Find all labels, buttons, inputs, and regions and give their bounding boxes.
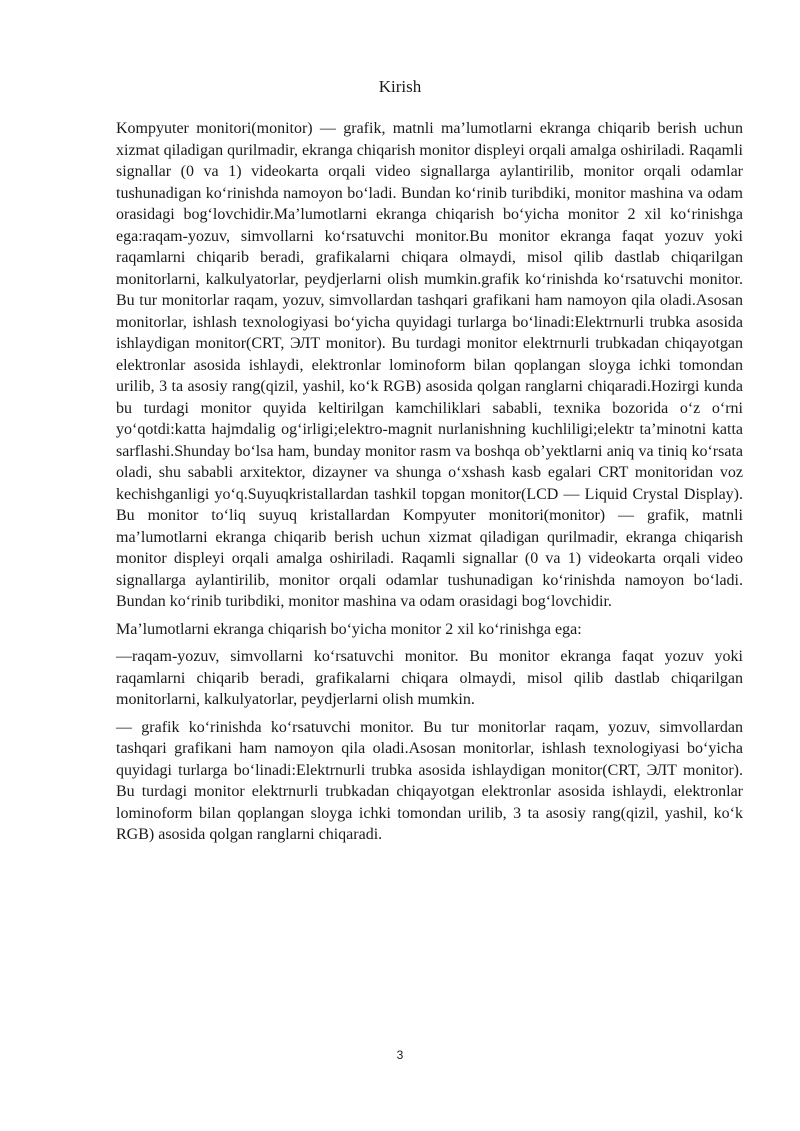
page-number: 3: [396, 1048, 404, 1062]
paragraph-types-heading: Ma’lumotlarni ekranga chiqarish bo‘yicha monitor 2 xil ko‘rinishga ega:: [116, 620, 582, 638]
body-text: [116, 118, 743, 852]
paragraph-intro: Kompyuter monitori(monitor) — grafik, matnli ma’lumotlarni ekranga chiqarib berish uchun xizmat qiladigan qurilmadir, ekranga chiqarish monitor displeyi orqali amalga oshiriladi. Raqamli signallar (0 va 1) videokarta orqali video signallarga aylantirilib, monitor orqali odamlar tushunadigan ko‘rinishda namoyon bo‘ladi. Bundan ko‘rinib turibdiki, monitor mashina va odam orasidagi bog‘lovchidir.Ma’lumotlarni ekranga chiqarish bo‘yicha monitor 2 xil ko‘rinishga ega:raqam-yozuv, simvollarni ko‘rsatuvchi monitor.Bu monitor ekranga faqat yozuv yoki raqamlarni chiqarib beradi, grafikalarni chiqara olmaydi, misol qilib dastlab chiqarilgan monitorlarni, kalkulyatorlar, peydjerlarni olish mumkin.grafik ko‘rinishda ko‘rsatuvchi monitor. Bu tur monitorlar raqam, yozuv, simvollardan tashqari grafikani ham namoyon qila oladi.Asosan monitorlar, ishlash texnologiyasi bo‘yicha quyidagi turlarga bo‘linadi:Elektrnurli trubka asosida ishlaydigan monitor(CRT, ЭЛТ monitor). Bu turdagi monitor elektrnurli trubkadan chiqayotgan elektronlar asosida ishlaydi, elektronlar lominoform bilan qoplangan sloyga ichki tomondan urilib, 3 ta asosiy rang(qizil, yashil, ko‘k RGB) asosida qolgan ranglarni chiqaradi.Hozirgi kunda bu turdagi monitor quyida keltirilgan kamchiliklari sababli, texnika bozorida o‘z o‘rni yo‘qotdi:katta hajmdalig og‘irligi;elektro-magnit nurlanishning kuchliligi;elektr ta’minotni katta sarflashi.Shunday bo‘lsa ham, bunday monitor rasm va boshqa ob’yektlarni aniq va tiniq ko‘rsata oladi, shu sababli arxitektor, dizayner va shunga o‘xshash kasb egalari CRT monitoridan voz kechishganligi yo‘q.Suyuqkristallardan tashkil topgan monitor(LCD — Liquid Crystal Display). Bu monitor to‘liq suyuq kristallardan Kompyuter monitori(monitor) — grafik, matnli ma’lumotlarni ekranga chiqarib berish uchun xizmat qiladigan qurilmadir, ekranga chiqarish monitor displeyi orqali amalga oshiriladi. Raqamli signallar (0 va 1) videokarta orqali video signallarga aylantirilib, monitor orqali odamlar tushunadigan ko‘rinishda namoyon bo‘ladi. Bundan ko‘rinib turibdiki, monitor mashina va odam orasidagi bog‘lovchidir.: [116, 120, 743, 610]
paragraph-graphic-monitor: — grafik ko‘rinishda ko‘rsatuvchi monitor. Bu tur monitorlar raqam, yozuv, simvollardan tashqari grafikani ham namoyon qila oladi.Asosan monitorlar, ishlash texnologiyasi bo‘yicha quyidagi turlarga bo‘linadi:Elektrnurli trubka asosida ishlaydigan monitor(CRT, ЭЛТ monitor). Bu turdagi monitor elektrnurli trubkadan chiqayotgan elektronlar asosida ishlaydi, elektronlar lominoform bilan qoplangan sloyga ichki tomondan urilib, 3 ta asosiy rang(qizil, yashil, ko‘k RGB) asosida qolgan ranglarni chiqaradi.: [116, 718, 743, 843]
page-title: Kirish: [378, 77, 422, 96]
paragraph-text-monitor: —raqam-yozuv, simvollarni ko‘rsatuvchi monitor. Bu monitor ekranga faqat yozuv yoki raqamlarni chiqarib beradi, grafikalarni chiqara olmaydi, misol qilib dastlab chiqarilgan monitorlarni, kalkulyatorlar, peydjerlarni olish mumkin.: [116, 648, 743, 708]
